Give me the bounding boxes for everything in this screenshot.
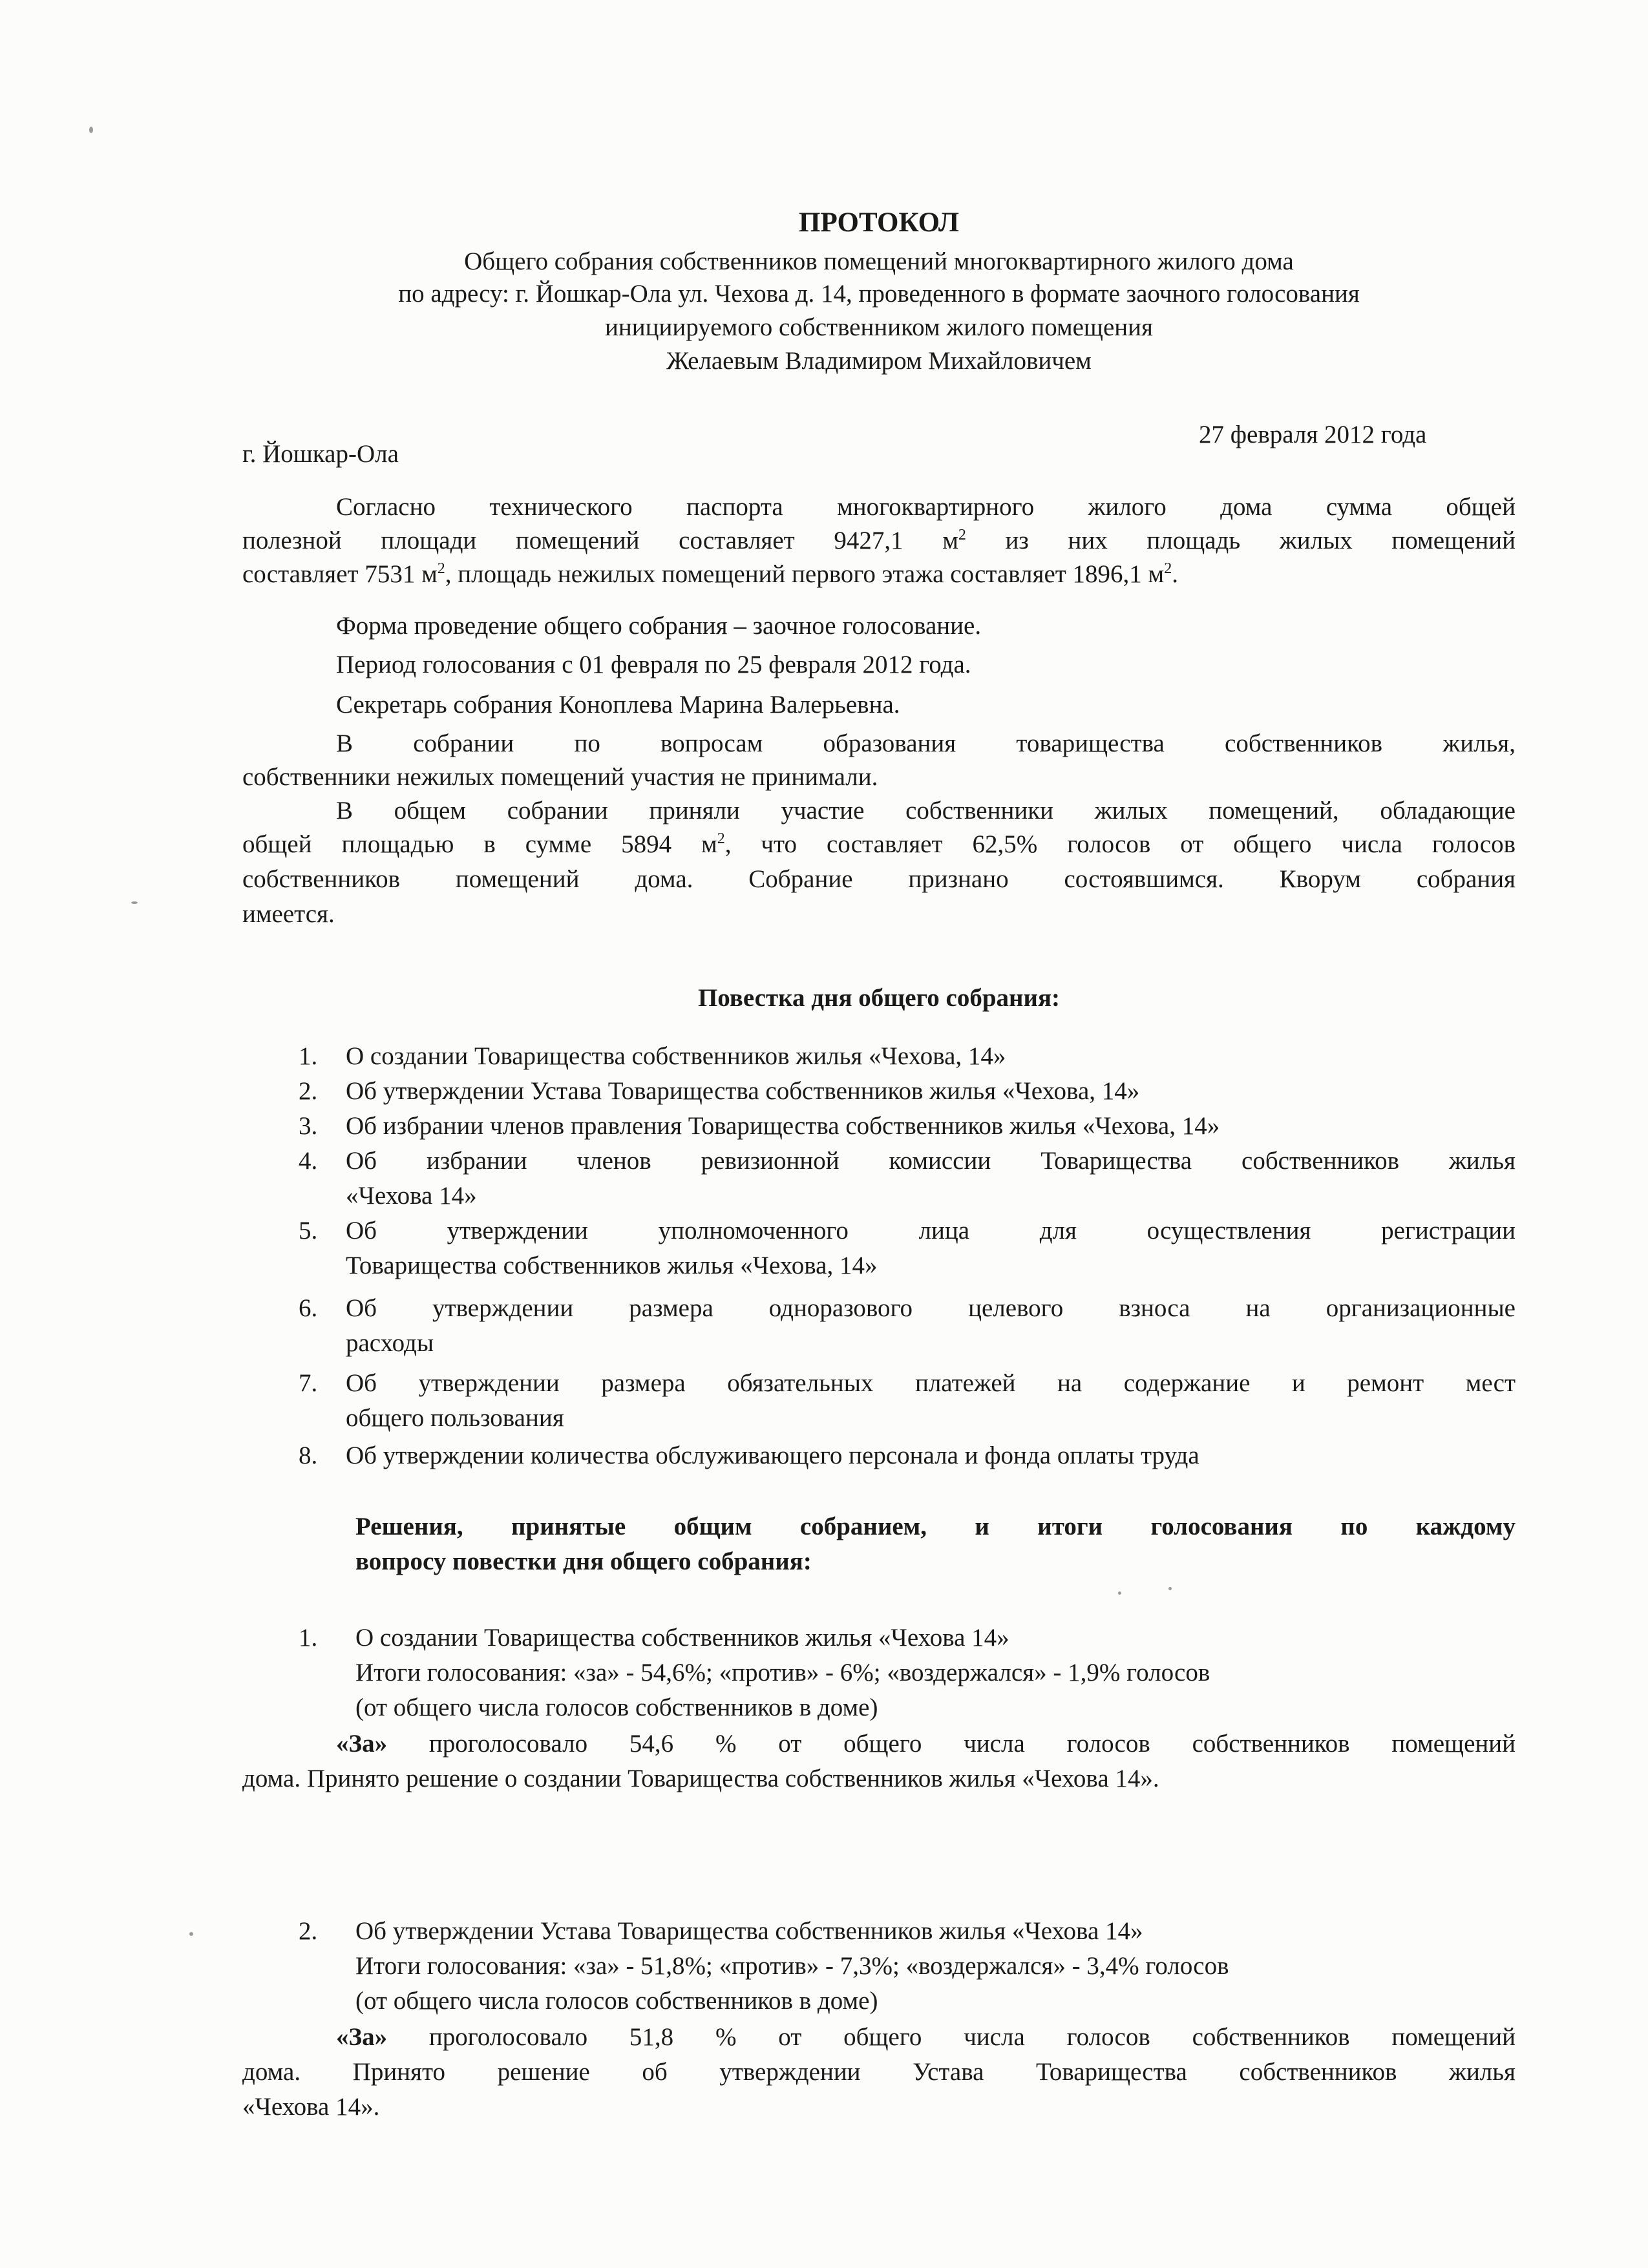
- agenda-number: 1.: [299, 1042, 318, 1070]
- agenda-item: Об утверждении размера обязательных платежей на содержание и ремонт мест: [346, 1369, 1516, 1397]
- agenda-item-continued: Товарищества собственников жилья «Чехова, 14»: [346, 1252, 878, 1279]
- header-line: инициируемого собственником жилого помещения: [605, 313, 1153, 341]
- agenda-item-continued: расходы: [346, 1329, 434, 1357]
- voting-results: Итоги голосования: «за» - 51,8%; «против» - 7,3%; «воздержался» - 3,4% голосов: [355, 1952, 1229, 1980]
- voting-results: Итоги голосования: «за» - 54,6%; «против» - 6%; «воздержался» - 1,9% голосов: [355, 1659, 1210, 1686]
- agenda-number: 3.: [299, 1112, 318, 1140]
- decision-text: «За» проголосовало 54,6 % от общего числа голосов собственников помещений: [336, 1730, 1516, 1758]
- scan-speck: [1118, 1591, 1121, 1595]
- intro-line: В собрании по вопросам образования товарищества собственников жилья,: [336, 730, 1516, 757]
- agenda-number: 4.: [299, 1147, 318, 1175]
- voting-note: (от общего числа голосов собственников в доме): [355, 1694, 878, 1721]
- scan-speck: [89, 127, 93, 133]
- header-line: Желаевым Владимиром Михайловичем: [666, 347, 1092, 375]
- agenda-item-continued: «Чехова 14»: [346, 1182, 477, 1210]
- intro-line: имеется.: [242, 900, 335, 928]
- agenda-number: 8.: [299, 1442, 318, 1469]
- decision-number: 1.: [299, 1624, 318, 1652]
- voting-period: Период голосования с 01 февраля по 25 февраля 2012 года.: [336, 651, 971, 678]
- decision-text-continued: дома. Принято решение об утверждении Устава Товарищества собственников жилья: [242, 2058, 1516, 2086]
- agenda-item: Об избрании членов правления Товарищества собственников жилья «Чехова, 14»: [346, 1112, 1220, 1140]
- agenda-item: Об избрании членов ревизионной комиссии Товарищества собственников жилья: [346, 1147, 1516, 1175]
- decision-heading: О создании Товарищества собственников жилья «Чехова 14»: [355, 1624, 1009, 1652]
- agenda-item: Об утверждении количества обслуживающего персонала и фонда оплаты труда: [346, 1442, 1199, 1469]
- decision-number: 2.: [299, 1917, 318, 1945]
- meeting-form: Форма проведение общего собрания – заочное голосование.: [336, 612, 982, 640]
- agenda-item: Об утверждении размера одноразового целевого взноса на организационные: [346, 1294, 1516, 1322]
- intro-line: собственников помещений дома. Собрание признано состоявшимся. Кворум собрания: [242, 865, 1516, 893]
- document-place: г. Йошкар-Ола: [242, 440, 399, 468]
- intro-line: собственники нежилых помещений участия не принимали.: [242, 763, 878, 791]
- agenda-number: 2.: [299, 1077, 318, 1105]
- agenda-number: 6.: [299, 1294, 318, 1322]
- agenda-number: 7.: [299, 1369, 318, 1397]
- intro-line: общей площадью в сумме 5894 $м^2$, что составляет 62,5% голосов от общего числа голосов: [242, 830, 1516, 858]
- decisions-title-continued: вопросу повестки дня общего собрания:: [355, 1548, 812, 1575]
- meeting-secretary: Секретарь собрания Коноплева Марина Валерьевна.: [336, 691, 900, 719]
- scan-speck: [1168, 1587, 1172, 1590]
- agenda-item: Об утверждении Устава Товарищества собственников жилья «Чехова, 14»: [346, 1077, 1140, 1105]
- decisions-title: Решения, принятые общим собранием, и итоги голосования по каждому: [355, 1513, 1516, 1540]
- agenda-item: Об утверждении уполномоченного лица для осуществления регистрации: [346, 1217, 1516, 1244]
- agenda-item-continued: общего пользования: [346, 1404, 564, 1432]
- intro-line: В общем собрании приняли участие собственники жилых помещений, обладающие: [336, 797, 1516, 824]
- scan-speck: [189, 1932, 193, 1936]
- header-line: по адресу: г. Йошкар-Ола ул. Чехова д. 14, проведенного в формате заочного голосования: [398, 280, 1360, 308]
- scan-speck: [131, 901, 138, 904]
- agenda-number: 5.: [299, 1217, 318, 1244]
- agenda-title: Повестка дня общего собрания:: [697, 984, 1061, 1012]
- header-line: Общего собрания собственников помещений многоквартирного жилого дома: [464, 247, 1294, 275]
- decision-text-continued: дома. Принято решение о создании Товарищества собственников жилья «Чехова 14».: [242, 1765, 1159, 1792]
- decision-text-continued: «Чехова 14».: [242, 2093, 380, 2121]
- intro-line: полезной площади помещений составляет 9427,1 $м^2$ из них площадь жилых помещений: [242, 527, 1516, 554]
- voting-note: (от общего числа голосов собственников в доме): [355, 1987, 878, 2015]
- decision-text: «За» проголосовало 51,8 % от общего числа голосов собственников помещений: [336, 2023, 1516, 2051]
- document-date: 27 февраля 2012 года: [1199, 421, 1427, 448]
- decision-heading: Об утверждении Устава Товарищества собственников жилья «Чехова 14»: [355, 1917, 1143, 1945]
- agenda-item: О создании Товарищества собственников жилья «Чехова, 14»: [346, 1042, 1006, 1070]
- intro-line: составляет 7531 $м^2$, площадь нежилых помещений первого этажа составляет 1896,1 $м^2$.: [242, 560, 1178, 588]
- document-title: ПРОТОКОЛ: [799, 207, 959, 238]
- intro-line: Согласно технического паспорта многоквартирного жилого дома сумма общей: [336, 493, 1516, 521]
